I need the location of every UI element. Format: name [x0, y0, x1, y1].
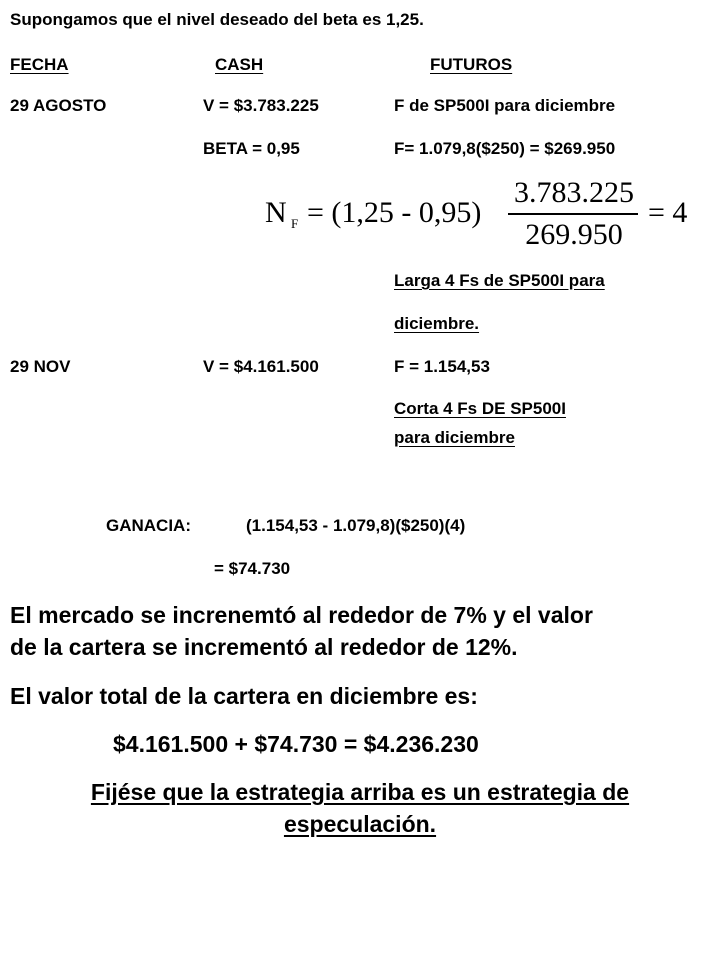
- conclusion-p1-line1: El mercado se increnemtó al rededor de 7% y el valor: [10, 602, 593, 628]
- row1-futures-price: F= 1.079,8($250) = $269.950: [394, 139, 616, 158]
- header-fecha: FECHA: [10, 55, 69, 74]
- conclusion-p2: El valor total de la cartera en diciembre es:: [10, 683, 478, 709]
- formula-result: = 4: [648, 196, 688, 229]
- formula-paren: = (1,25 - 0,95): [307, 196, 482, 229]
- row2-cash-value: V = $4.161.500: [203, 357, 319, 376]
- intro-text: Supongamos que el nivel deseado del beta es 1,25.: [10, 10, 424, 29]
- formula-lhs: N: [265, 196, 287, 229]
- row1-beta: BETA = 0,95: [203, 139, 300, 158]
- conclusion-p1-line2: de la cartera se incrementó al rededor de 12%.: [10, 634, 518, 660]
- nf-formula: [255, 176, 715, 254]
- row2-fecha: 29 NOV: [10, 357, 71, 376]
- formula-numerator: 3.783.225: [514, 176, 634, 209]
- row1-cash-value: V = $3.783.225: [203, 96, 319, 115]
- fraction-bar: [508, 213, 638, 215]
- action2-line2: para diciembre: [394, 428, 515, 447]
- header-cash: CASH: [215, 55, 264, 74]
- portfolio-total: $4.161.500 + $74.730 = $4.236.230: [113, 731, 479, 757]
- row1-fecha: 29 AGOSTO: [10, 96, 107, 115]
- row2-futures-price: F = 1.154,53: [394, 357, 490, 376]
- row1-futures-desc: F de SP500I para diciembre: [394, 96, 616, 115]
- formula-denominator: 269.950: [525, 218, 623, 251]
- ganancia-label: GANACIA:: [106, 516, 191, 535]
- header-futuros: FUTUROS: [430, 55, 513, 74]
- note-line2: especulación.: [283, 811, 437, 837]
- formula-subscript: F: [291, 216, 299, 231]
- action2-line1: Corta 4 Fs DE SP500I: [394, 399, 566, 418]
- ganancia-expression: (1.154,53 - 1.079,8)($250)(4): [246, 516, 466, 535]
- action1-line2: diciembre.: [394, 314, 480, 333]
- action1-line1: Larga 4 Fs de SP500I para: [394, 271, 605, 290]
- note-line1: Fijése que la estrategia arriba es un estrategia de: [90, 779, 630, 805]
- ganancia-result: = $74.730: [214, 559, 291, 578]
